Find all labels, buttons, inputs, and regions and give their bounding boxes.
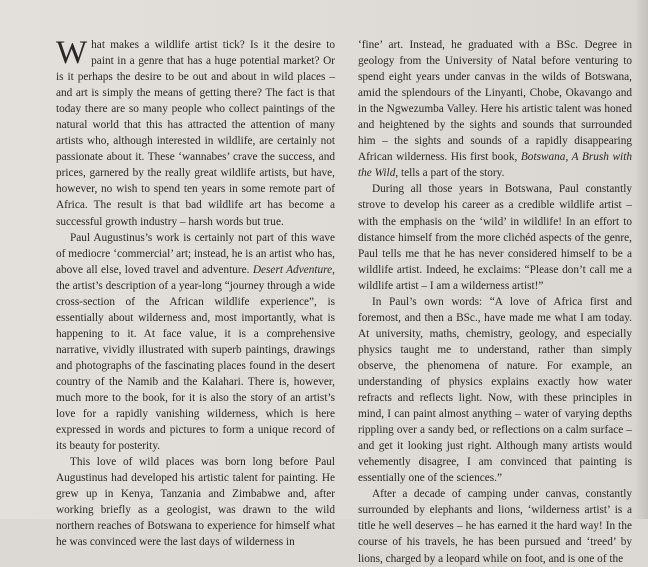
left-paragraph-3: This love of wild places was born long before Paul Augustinus had developed his artistic talent for painting. He grew up in Kenya, Tanzania and Zimbabwe and, after working briefly as a geologist, was drawn to the wild northern reaches of Botswana to experience for himself what he was convinced were the last days of wilderness in: [56, 456, 335, 549]
book-title-botswana: Botswana, A Brush with the Wild: [358, 151, 632, 180]
right-paragraph-2: During all those years in Botswana, Paul constantly strove to develop his career as a credible wildlife artist – with the emphasis on the ‘wild’ in wildlife! In an effort to distance himself from the more clichéd aspects of the genre, Paul tells me that he has never considered himself to be a wildlife artist. Indeed, he exclaims: “Please don’t call me a wildlife artist – I am a wilderness artist!”: [358, 183, 632, 292]
right-paragraph-1-text-a: ‘fine’ art. Instead, he graduated with a BSc. Degree in geology from the University of Natal before venturing to spend eight years under canvas in the wilds of Botswana, amid the splendours of the Linyanti, Chobe, Okavango and in the Ngwezumba Valley. Here his artistic talent was honed and heightened by the sights and sounds that surrounded him – the sights and sounds of a rapidly disappearing African wilderness. His first book,: [358, 39, 632, 164]
book-title-desert-adventure: Desert Adventure: [252, 263, 333, 276]
right-paragraph-1-text-b: , tells a part of the story.: [395, 167, 505, 180]
drop-cap: W: [56, 35, 88, 71]
right-paragraph-3: In Paul’s own words: “A love of Africa first and foremost, and then a BSc., have made me what I am today. At university, maths, chemistry, geology, and especially physics taught me to understand, rather than simply observe, the phenomena of nature. For example, an understanding of physics explains exactly how water refracts and reflects light. Now, with these principles in mind, I can paint almost anything – water of varying depths rippling over a sandy bed, or reflections on a calm surface – and get it looking just right. Although many artists would vehemently disagree, I am convinced that painting is essentially one of the sciences.”: [358, 295, 632, 485]
left-paragraph-1: [56, 37, 335, 230]
left-paragraph-2: [56, 230, 335, 455]
left-paragraph-1-text: hat makes a wildlife artist tick? Is it the desire to paint in a genre that has a huge potential market? Or is it perhaps the desire to be out and about in wild places – and art is simply the means of getting there? The fact is that today there are so many people who collect paintings of the natural world that this has attracted the attention of many artists who, although interested in wildlife, are certainly not passionate about it. These ‘wannabes’ crave the success, and prices, garnered by the really great wildlife artists, but have, however, no wish to spend ten years in some remote part of Africa. The result is that bad wildlife art has become a successful growth industry – harsh words but true.: [56, 39, 335, 228]
page-edge-shadow: [634, 0, 648, 519]
right-column: [358, 37, 632, 567]
right-paragraph-1: [358, 37, 632, 181]
left-paragraph-2-text-b: , the artist’s description of a year-long “journey through a wide cross-section of the African wildlife experience”, is essentially about wilderness and, most importantly, what is happening to it. At face value, it is a comprehensive narrative, vividly illustrated with superb paintings, drawings and photographs of the fascinating places found in the desert country of the Namib and the Kalahari. There is, however, much more to the book, for it is also the story of an artist’s love for a rapidly vanishing wilderness, which is here expressed in words and pictures to form a unique record of its beauty for posterity.: [56, 263, 335, 453]
right-paragraph-4: After a decade of camping under canvas, constantly surrounded by elephants and lions, ‘wilderness artist’ is a title he well deserves – he has earned it the hard way! In the course of his travels, he has been pursued and ‘treed’ by lions, charged by a leopard while on foot, and is one of the: [358, 488, 632, 565]
left-column: [56, 37, 335, 551]
left-paragraph-2-text-a: Paul Augustinus’s work is certainly not part of this wave of mediocre ‘commercial’ art; instead, he is an artist who has, above all else, loved travel and adventure.: [56, 231, 335, 276]
